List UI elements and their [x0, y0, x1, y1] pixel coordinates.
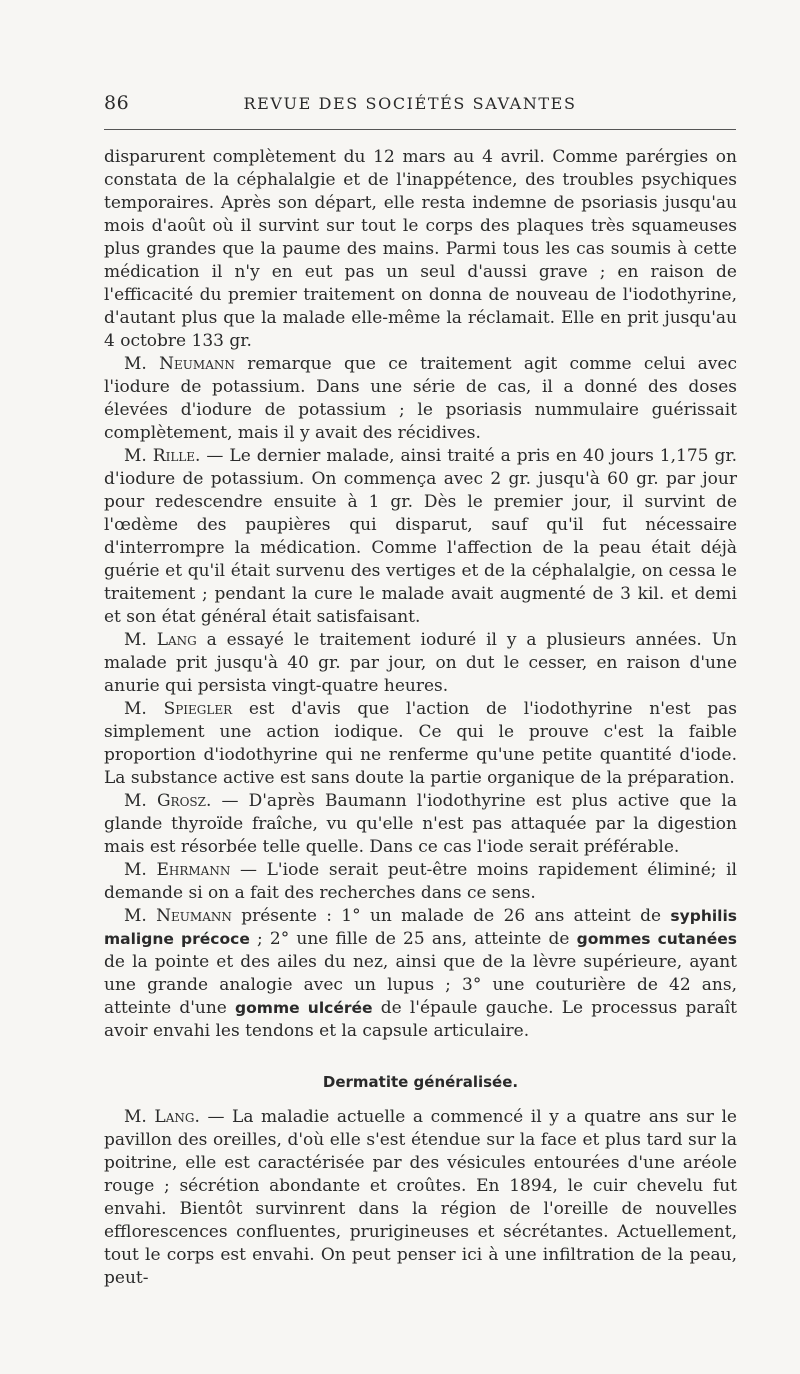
speaker-prefix: M.	[124, 860, 157, 880]
paragraph-text: ; 2° une fille de 25 ans, atteinte de	[249, 929, 577, 949]
paragraph	[104, 629, 737, 698]
paragraph	[104, 790, 737, 859]
speaker-name: Ehrmann	[156, 860, 231, 880]
paragraph-text: de l'épaule gauche. Le processus paraît avoir envahi les tendons et la capsule articulaire.	[104, 998, 737, 1041]
speaker-prefix: M.	[124, 1107, 155, 1127]
paragraph-text: présente : 1° un malade de 26 ans atteint de	[231, 906, 671, 926]
paragraph	[104, 353, 737, 445]
section-body	[104, 1106, 737, 1290]
speaker-name: Neumann	[159, 354, 235, 374]
speaker-name: Lang	[156, 630, 197, 650]
speaker-name: Grosz	[156, 791, 206, 811]
speaker-prefix: M.	[124, 906, 157, 926]
speaker-name: Rille	[152, 446, 196, 466]
paragraph	[104, 1106, 737, 1290]
paragraph	[104, 905, 737, 1043]
speaker-prefix: M.	[124, 354, 160, 374]
bold-term: syphilis maligne précoce	[104, 907, 738, 948]
paragraph-text: . — Le dernier malade, ainsi traité a pris en 40 jours 1,175 gr. d'iodure de potassium. On commença avec 2 gr. jusqu'à 60 gr. par jour pour redescendre ensuite à 1 gr. Dès le premier jour, il survint de l'œdème des paupières qui disparut, sauf qu'il fut nécessaire d'interrompre la médication. Comme l'affection de la peau était déjà guérie et qu'il était survenu des vertiges et de la céphalalgie, on cessa le traitement ; pendant la cure le malade avait augmenté de 3 kil. et demi et son état général était satisfaisant.	[104, 446, 737, 627]
bold-term: gomme ulcérée	[235, 999, 373, 1017]
speaker-prefix: M.	[124, 446, 153, 466]
paragraph-text: de la pointe et des ailes du nez, ainsi que de la lèvre supérieure, ayant une grande analogie avec un lupus ; 3° une couturière de 42 ans, atteinte d'une	[104, 952, 737, 1018]
paragraph	[104, 445, 737, 629]
paragraph	[104, 698, 737, 790]
speaker-prefix: M.	[124, 630, 157, 650]
running-title: REVUE DES SOCIÉTÉS SAVANTES	[243, 94, 577, 113]
speaker-name: Lang	[154, 1107, 195, 1127]
header-rule	[104, 129, 736, 130]
speaker-name: Spiegler	[163, 699, 233, 719]
paragraph-text: a essayé le traitement ioduré il y a plusieurs années. Un malade prit jusqu'à 40 gr. par jour, on dut le cesser, en raison d'une anurie qui persista vingt-quatre heures.	[104, 630, 737, 696]
speaker-prefix: M.	[124, 699, 164, 719]
paragraph-text: est d'avis que l'action de l'iodothyrine n'est pas simplement une action iodique. Ce qui le prouve c'est la faible proportion d'iodothyrine qui ne renferme qu'une petite quantité d'iode. La substance active est sans doute la partie organique de la préparation.	[104, 699, 737, 788]
paragraph	[104, 859, 737, 905]
paragraph-text: — L'iode serait peut-être moins rapidement éliminé; il demande si on a fait des recherches dans ce sens.	[104, 860, 737, 903]
page-number: 86	[104, 92, 130, 114]
paragraph-text: . — La maladie actuelle a commencé il y a quatre ans sur le pavillon des oreilles, d'où elle s'est étendue sur la face et plus tard sur la poitrine, elle est caractérisée par des vésicules entourées d'une aréole rouge ; sécrétion abondante et croûtes. En 1894, le cuir chevelu fut envahi. Bientôt survinrent dans la région de l'oreille de nouvelles efflorescences confluentes, prurigineuses et sécrétantes. Actuellement, tout le corps est envahi. On peut penser ici à une infiltration de la peau, peut-	[104, 1107, 737, 1288]
paragraph-text: remarque que ce traitement agit comme celui avec l'iodure de potassium. Dans une série de cas, il a donné des doses élevées d'iodure de potassium ; le psoriasis nummulaire guérissait complètement, mais il y avait des récidives.	[104, 354, 737, 443]
body-text	[104, 146, 737, 1043]
speaker-name: Neumann	[156, 906, 232, 926]
bold-term: gommes cutanées	[576, 930, 737, 948]
speaker-prefix: M.	[124, 791, 157, 811]
paragraph: disparurent complètement du 12 mars au 4 avril. Comme parérgies on constata de la céphalalgie et de l'inappétence, des troubles psychiques temporaires. Après son départ, elle resta indemne de psoriasis jusqu'au mois d'août où il survint sur tout le corps des plaques très squameuses plus grandes que la paume des mains. Parmi tous les cas soumis à cette médication il n'y en eut pas un seul d'aussi grave ; en raison de l'efficacité du premier traitement on donna de nouveau de l'iodothyrine, d'autant plus que la malade elle-même la réclamait. Elle en prit jusqu'au 4 octobre 133 gr.	[104, 147, 737, 351]
paragraph-text: . — D'après Baumann l'iodothyrine est plus active que la glande thyroïde fraîche, vu qu'elle n'est pas attaquée par la digestion mais est résorbée telle quelle. Dans ce cas l'iode serait préférable.	[104, 791, 737, 857]
section-heading: Dermatite généralisée.	[322, 1073, 519, 1091]
